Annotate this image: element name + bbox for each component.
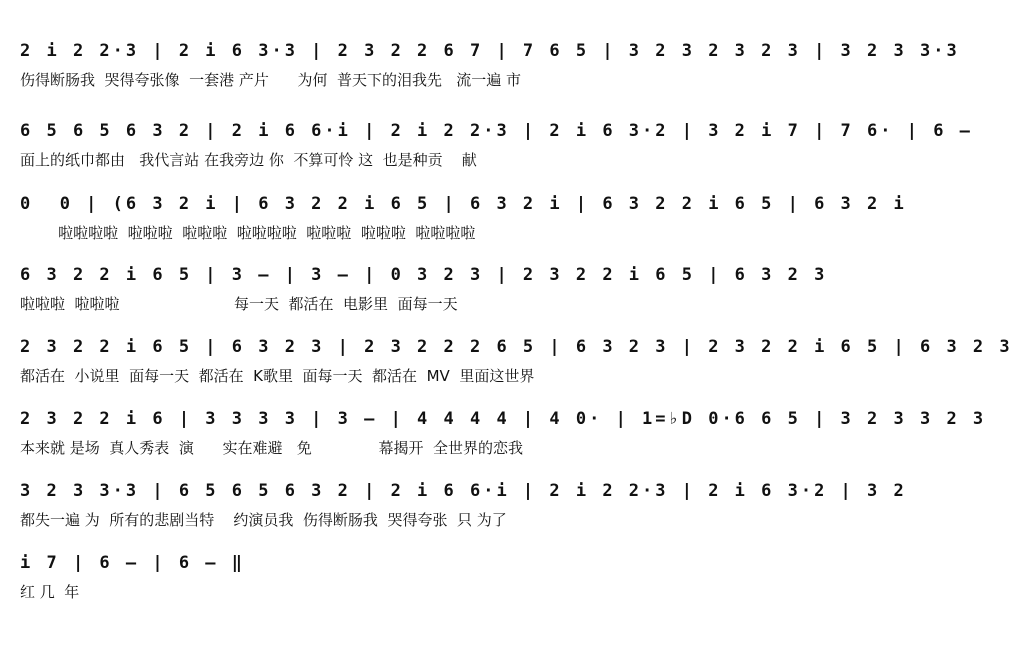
- notes-line-5: 2 3 2 2 i 6 5 | 6 3 2 3 | 2 3 2 2 2 6 5 | 6 3 2 3 | 2 3 2 2 i 6 5 | 6 3 2 3: [20, 337, 1013, 357]
- notes-line-3: 0 0 | (6 3 2 i | 6 3 2 2 i 6 5 | 6 3 2 i | 6 3 2 2 i 6 5 | 6 3 2 i: [20, 194, 907, 214]
- score-line-1: [0, 40, 960, 100]
- notes-line-8: i 7 | 6 — | 6 — ‖: [20, 553, 245, 573]
- lyrics-line-8: 红 几 年: [20, 583, 80, 601]
- notes-line-1: 2 i 2 2·3 | 2 i 6 3·3 | 2 3 2 2 6 7 | 7 6 5 | 3 2 3 2 3 2 3 | 3 2 3 3·3: [20, 41, 960, 61]
- score-line-5: [0, 336, 1013, 396]
- lyrics-line-2: 面上的纸巾都由 我代言站 在我旁边 你 不算可怜 这 也是种贡 献: [20, 151, 477, 169]
- lyrics-line-5: 都活在 小说里 面每一天 都活在 K歌里 面每一天 都活在 MV 里面这世界: [20, 367, 535, 385]
- lyrics-line-3: 啦啦啦啦 啦啦啦 啦啦啦 啦啦啦啦 啦啦啦 啦啦啦 啦啦啦啦: [20, 224, 476, 242]
- score-line-6: [0, 408, 987, 468]
- notes-line-6: 2 3 2 2 i 6 | 3 3 3 3 | 3 — | 4 4 4 4 | 4 0· | 1=♭D 0·6 6 5 | 3 2 3 3 2 3: [20, 409, 987, 429]
- lyrics-line-6: 本来就 是场 真人秀表 演 实在难避 免 幕揭开 全世界的恋我: [20, 439, 524, 457]
- score-line-8: [0, 552, 640, 612]
- lyrics-line-4: 啦啦啦 啦啦啦 每一天 都活在 电影里 面每一天: [20, 295, 458, 313]
- score-line-2: [0, 120, 973, 180]
- notes-line-7: 3 2 3 3·3 | 6 5 6 5 6 3 2 | 2 i 6 6·i | 2 i 2 2·3 | 2 i 6 3·2 | 3 2: [20, 481, 907, 501]
- notes-line-2: 6 5 6 5 6 3 2 | 2 i 6 6·i | 2 i 2 2·3 | 2 i 6 3·2 | 3 2 i 7 | 7 6· | 6 —: [20, 121, 973, 141]
- lyrics-line-7: 都失一遍 为 所有的悲剧当特 约演员我 伤得断肠我 哭得夸张 只 为了: [20, 511, 507, 529]
- score-line-4: [0, 264, 828, 324]
- score-line-3: [0, 193, 907, 253]
- lyrics-line-1: 伤得断肠我 哭得夸张像 一套港 产片 为何 普天下的泪我先 流一遍 市: [20, 71, 522, 89]
- notes-line-4: 6 3 2 2 i 6 5 | 3 — | 3 — | 0 3 2 3 | 2 3 2 2 i 6 5 | 6 3 2 3: [20, 265, 828, 285]
- score-line-7: [0, 480, 907, 540]
